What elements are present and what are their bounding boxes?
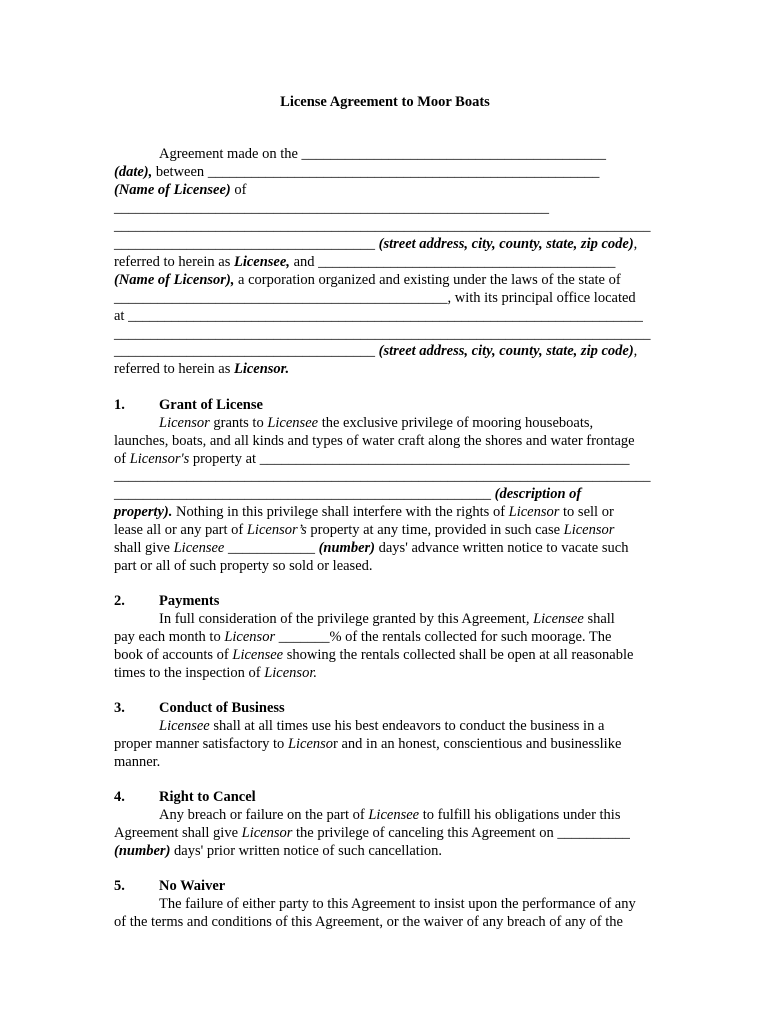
between-blank[interactable]: ______________________________________________________ [207,164,600,180]
address-label: (street address, city, county, state, zip code) [378,236,634,252]
intro-line-10: at _______________________________________________________________________ [114,308,643,324]
section-2-line-2: pay each month to Licensor _______% of the rentals collected for such moorage. The [114,629,612,645]
section-1-line-2: launches, boats, and all kinds and types of water craft along the shores and water frontage [114,433,635,449]
licensor-address-blank-3[interactable]: ____________________________________ [114,343,379,359]
section-1-line-3: of Licensor's property at ___________________________________________________ [114,451,630,467]
section-1-line-6: property). Nothing in this privilege shall interfere with the rights of Licensor to sell or [114,504,614,520]
intro-line-1 [159,145,606,163]
address-label-2: (street address, city, county, state, zip code) [378,343,634,359]
intro-line-3: (Name of Licensee) of [114,182,247,198]
licensor-address-blank-1[interactable]: _______________________________________________________________________ [128,308,643,324]
property-blank-1[interactable]: ___________________________________________________ [259,451,630,467]
property-blank-2[interactable]: __________________________________________________________________________ [114,468,651,484]
section-3-line-3: manner. [114,754,161,770]
date-label: (date), [114,164,153,180]
intro-line-6: ____________________________________ (street address, city, county, state, zip code), [114,236,638,252]
intro-line-8: (Name of Licensor), a corporation organized and existing under the laws of the state of [114,272,621,288]
section-1-line-5 [114,485,581,503]
section-5-heading: 5. No Waiver [114,878,226,894]
section-4-line-1: Any breach or failure on the part of Licensee to fulfill his obligations under this [159,807,621,823]
licensor-address-blank-2[interactable]: __________________________________________________________________________ [114,326,651,342]
section-2-line-1: In full consideration of the privilege granted by this Agreement, Licensee shall [159,611,615,627]
intro-line-13: referred to herein as Licensor. [114,361,290,377]
section-1-line-8: shall give Licensee ____________ (number) days' advance written notice to vacate such [114,540,629,556]
percentage-blank[interactable]: _______% of the rentals collected for such moorage. The [275,629,612,645]
licensor-defined-term: Licensor. [233,361,290,377]
section-1-line-9: part or all of such property so sold or leased. [114,558,373,574]
section-5-line-1: The failure of either party to this Agreement to insist upon the performance of any [159,896,636,912]
made-on-text: Agreement made on the [159,146,302,162]
property-blank-3[interactable]: ____________________________________________________ [114,486,495,502]
section-4-line-2: Agreement shall give Licensor the privilege of canceling this Agreement on __________ [114,825,630,841]
licensee-address-blank-3[interactable]: ____________________________________ [114,236,379,252]
section-3-line-2: proper manner satisfactory to Licensor and in an honest, conscientious and businesslike [114,736,622,752]
section-2-heading: 2. Payments [114,593,220,609]
licensee-name-label: (Name of Licensee) [114,182,231,198]
section-3-heading: 3. Conduct of Business [114,700,285,716]
section-4-line-3: (number) days' prior written notice of such cancellation. [114,843,442,859]
section-2-line-4: times to the inspection of Licensor. [114,665,317,681]
description-label: (description of [494,486,582,502]
intro-line-7: referred to herein as Licensee, and _________________________________________ [114,254,616,270]
state-blank[interactable]: ______________________________________________ [114,290,448,306]
licensor-name-blank[interactable]: _________________________________________ [318,254,616,270]
section-2-line-3: book of accounts of Licensee showing the rentals collected shall be open at all reasonable [114,647,634,663]
section-1-heading: 1. Grant of License [114,397,263,413]
section-1-line-7: lease all or any part of Licensor’s property at any time, provided in such case Licensor [114,522,615,538]
licensee-address-blank-2[interactable]: __________________________________________________________________________ [114,218,651,234]
document-title: License Agreement to Moor Boats [280,94,490,110]
cancel-days-blank[interactable]: the privilege of canceling this Agreement on __________ [292,825,630,841]
section-3-line-1: Licensee shall at all times use his best endeavors to conduct the business in a [159,718,605,734]
licensee-defined-term: Licensee, [233,254,290,270]
date-blank[interactable]: __________________________________________ [301,146,607,162]
section-1-line-1: Licensor grants to Licensee the exclusive privilege of mooring houseboats, [159,415,594,431]
intro-line-9: ______________________________________________, with its principal office located [114,290,636,306]
intro-line-2: (date), between ______________________________________________________ [114,164,600,180]
licensor-name-label: (Name of Licensor), [114,272,235,288]
notice-days-blank[interactable]: ____________ [224,540,319,556]
intro-line-12: ____________________________________ (street address, city, county, state, zip code), [114,343,638,359]
licensee-address-blank-1[interactable]: ____________________________________________________________ [114,200,549,216]
section-4-heading: 4. Right to Cancel [114,789,256,805]
section-5-line-2: of the terms and conditions of this Agreement, or the waiver of any breach of any of the [114,914,623,930]
